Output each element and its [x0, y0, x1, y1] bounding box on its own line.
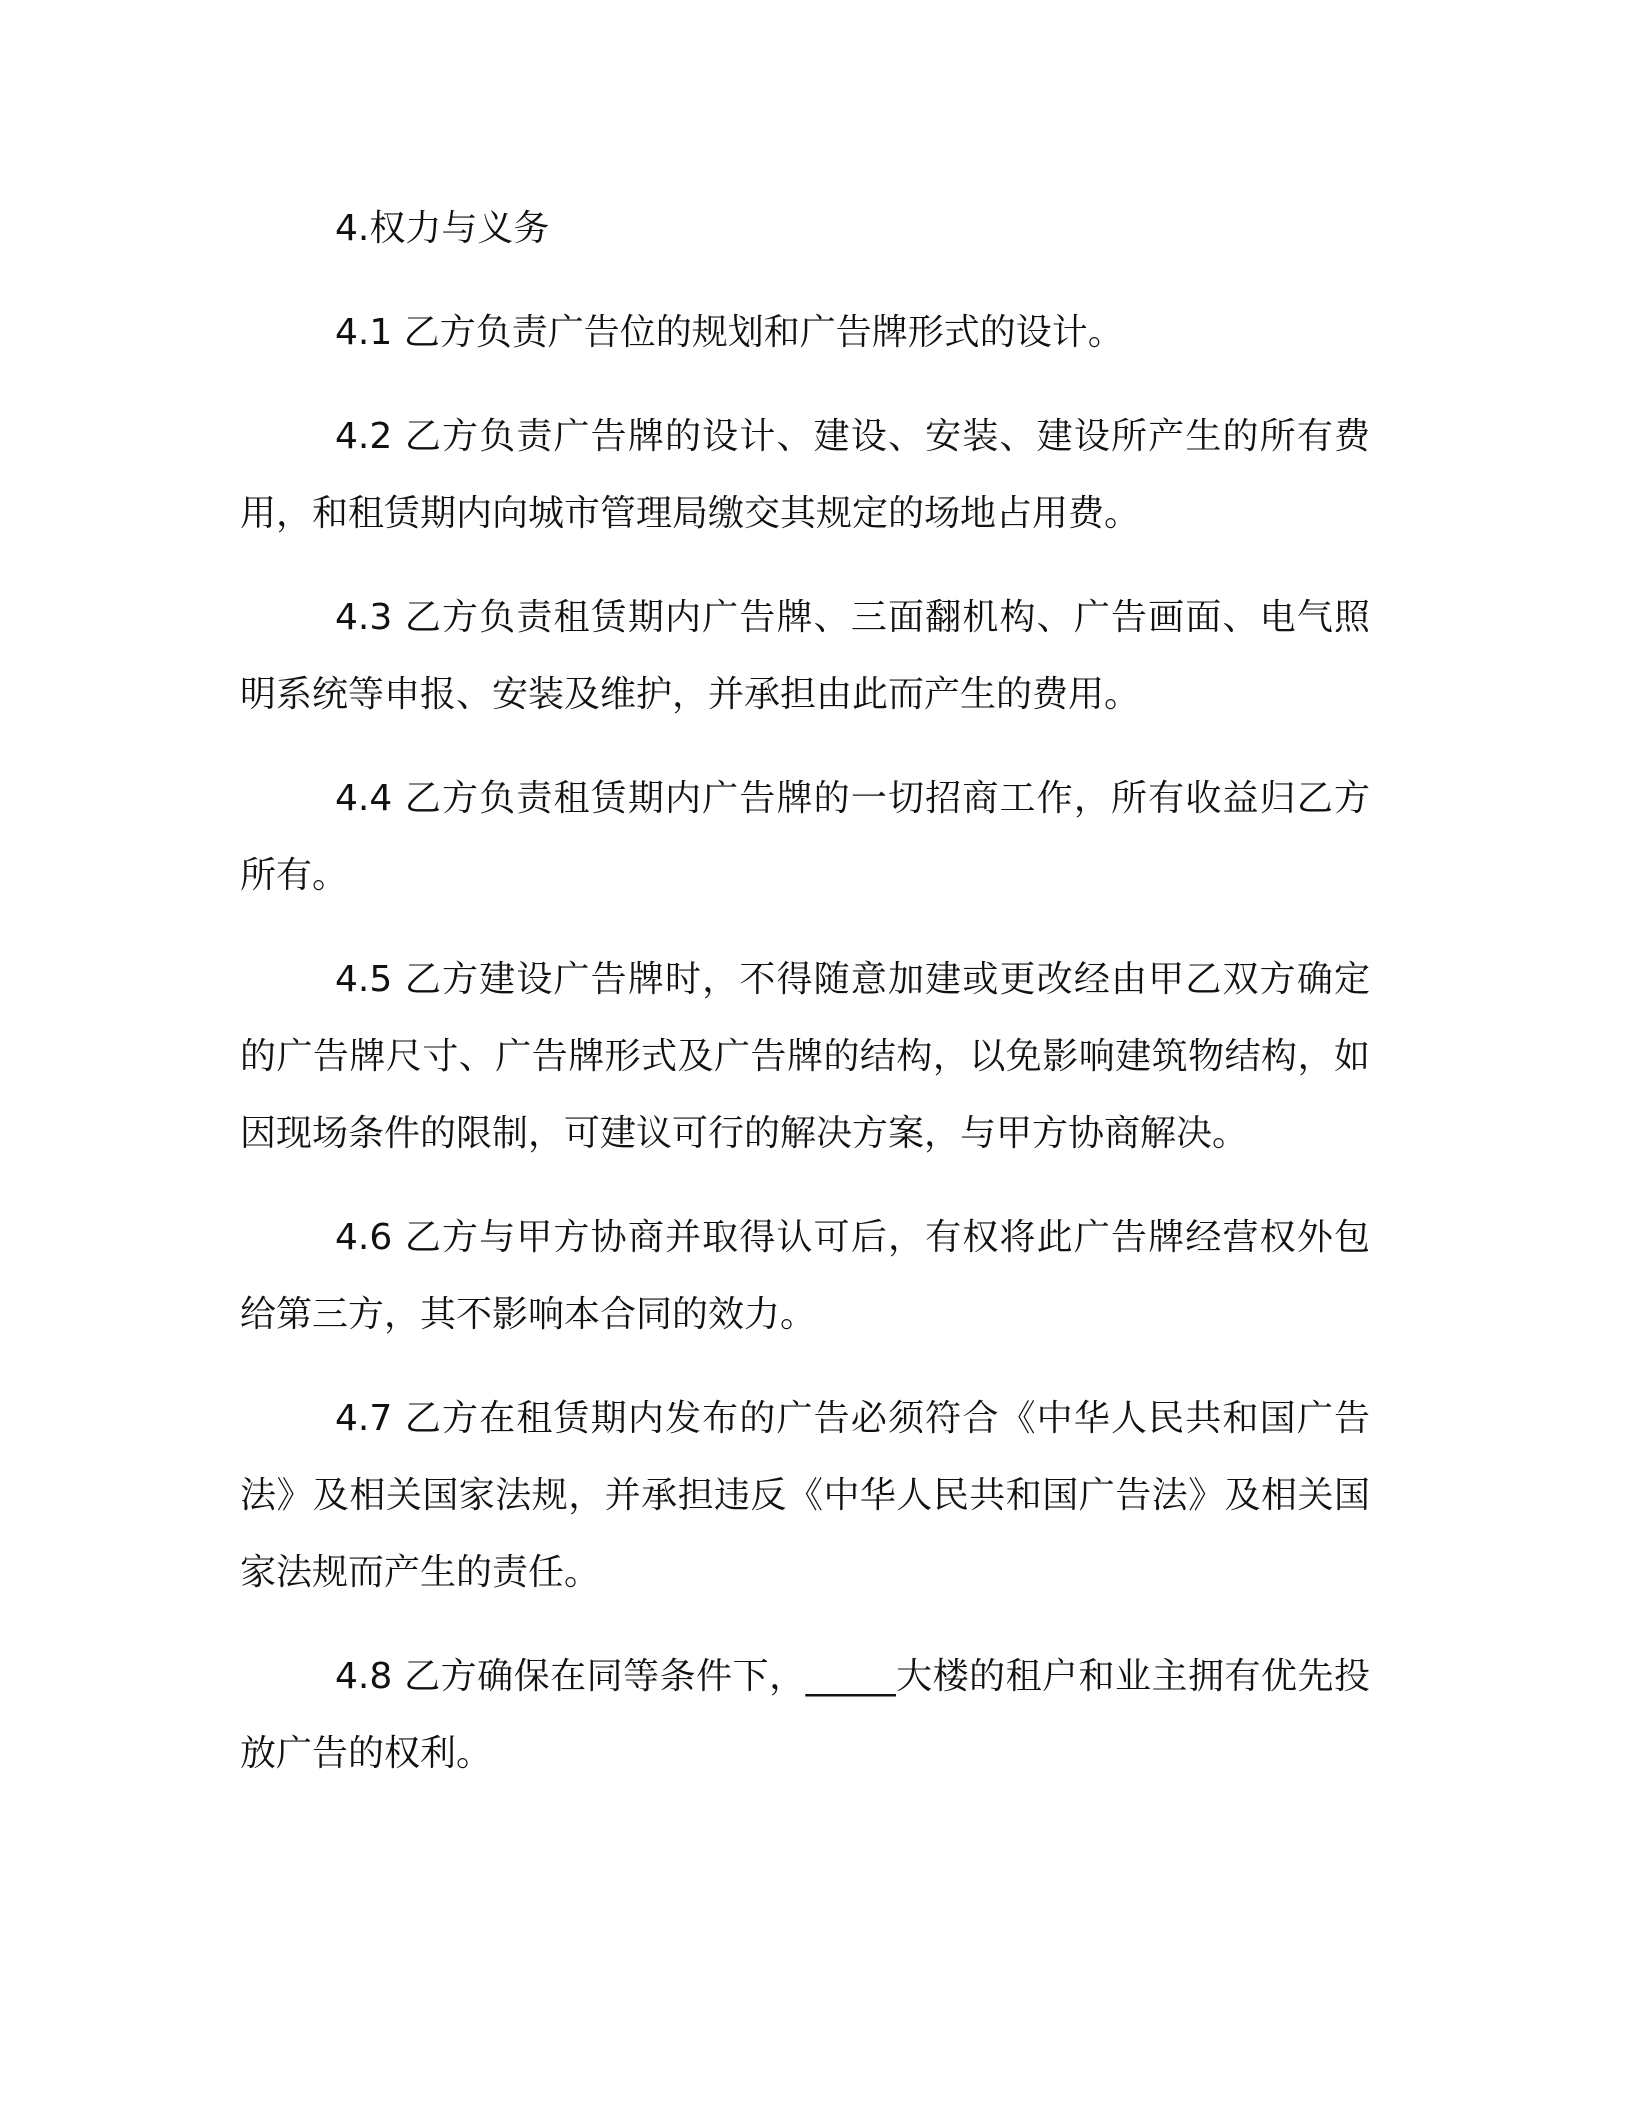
clause-4-3: 4.3 乙方负责租赁期内广告牌、三面翻机构、广告画面、电气照明系统等申报、安装及维护，并承担由此而产生的费用。: [240, 597, 1370, 715]
clause-4-7: 4.7 乙方在租赁期内发布的广告必须符合《中华人民共和国广告法》及相关国家法规，并承担违反《中华人民共和国广告法》及相关国家法规而产生的责任。: [240, 1398, 1370, 1593]
clause-4-5: 4.5 乙方建设广告牌时，不得随意加建或更改经由甲乙双方确定的广告牌尺寸、广告牌形式及广告牌的结构，以免影响建筑物结构，如因现场条件的限制，可建议可行的解决方案，与甲方协商解决。: [240, 959, 1370, 1154]
document-body: [240, 190, 1370, 1792]
clause-4-6: 4.6 乙方与甲方协商并取得认可后，有权将此广告牌经营权外包给第三方，其不影响本合同的效力。: [240, 1217, 1370, 1335]
clause-4-8: 4.8 乙方确保在同等条件下，_____大楼的租户和业主拥有优先投放广告的权利。: [240, 1656, 1370, 1774]
section-heading: 4.权力与义务: [335, 208, 550, 249]
clause-4-2: 4.2 乙方负责广告牌的设计、建设、安装、建设所产生的所有费用，和租赁期内向城市管理局缴交其规定的场地占用费。: [240, 416, 1370, 534]
clause-4-1: 4.1 乙方负责广告位的规划和广告牌形式的设计。: [335, 312, 1124, 353]
clause-4-4: 4.4 乙方负责租赁期内广告牌的一切招商工作，所有收益归乙方所有。: [240, 778, 1370, 896]
